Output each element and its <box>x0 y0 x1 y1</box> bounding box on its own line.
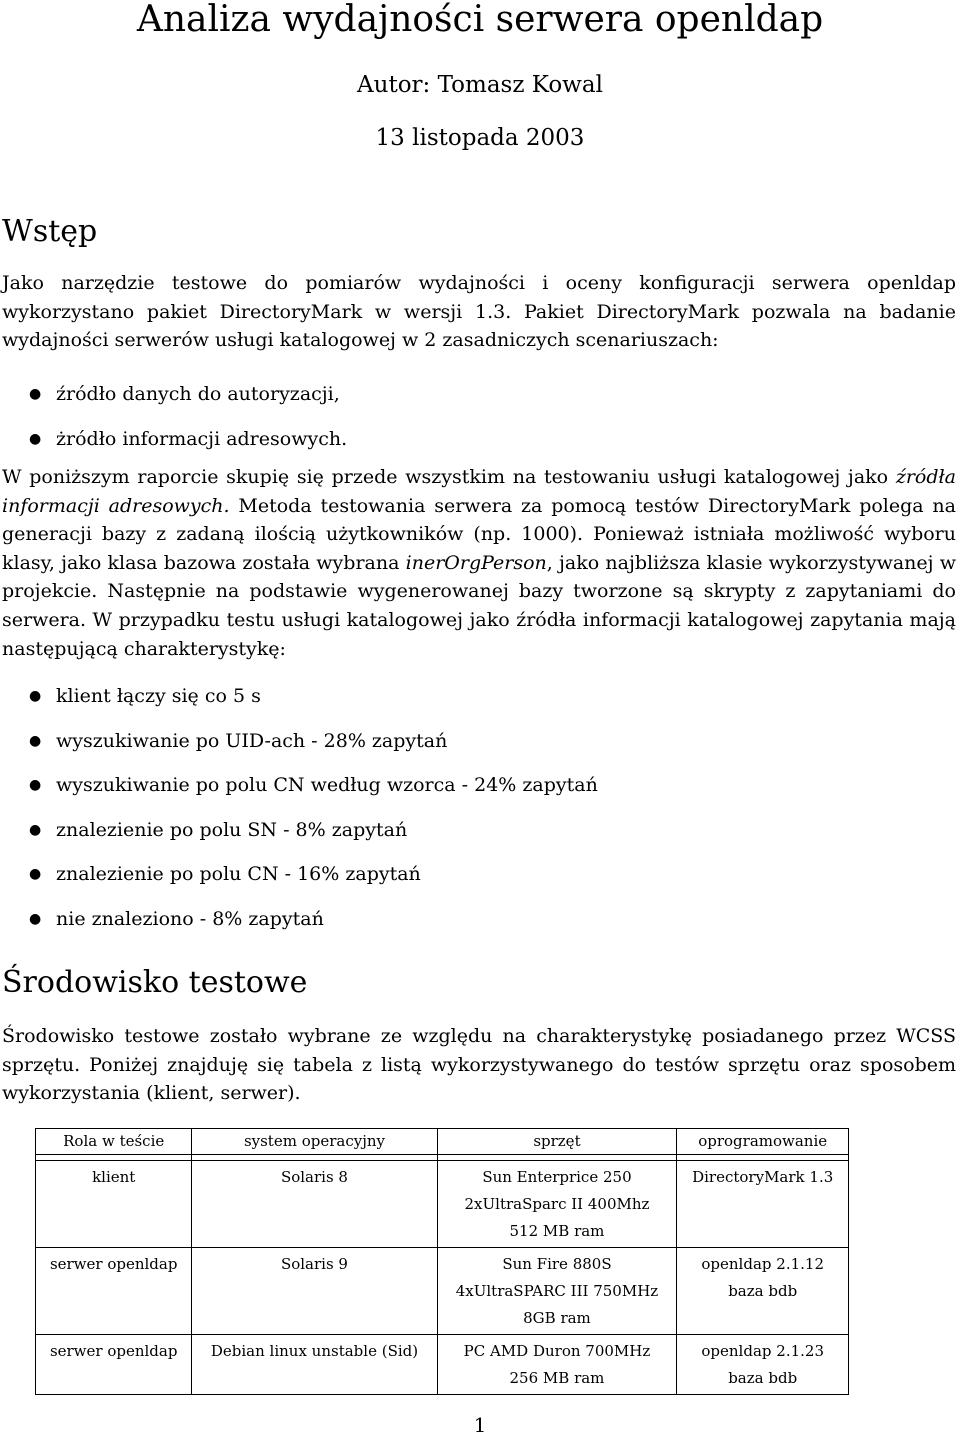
table-header-hardware: sprzęt <box>437 1129 677 1155</box>
table-header-role: Rola w teście <box>36 1129 192 1155</box>
emphasis-source: źródła informacji adresowych. <box>2 466 956 517</box>
table-row <box>36 1335 849 1395</box>
bullet-icon: ● <box>29 866 42 883</box>
list-item: ● znalezienie po polu CN - 16% zapytań <box>2 852 598 897</box>
bullet-icon: ● <box>29 821 42 838</box>
cell-role: klient <box>36 1161 192 1248</box>
environment-paragraph: Środowisko testowe zostało wybrane ze względu na charakterystykę posiadanego przez WCSS sprzętu. Poniżej znajduję się tabela z listą wykorzystywanego do testów sprzętu oraz sposobem wykorzystania (klient, serwer). <box>2 1025 956 1105</box>
list-item: ● znalezienie po polu SN - 8% zapytań <box>2 808 598 853</box>
document-author: Autor: Tomasz Kowal <box>357 72 603 98</box>
list-item: ● klient łączy się co 5 s <box>2 674 598 719</box>
scenario-list <box>2 372 347 462</box>
page-number: 1 <box>473 1413 487 1437</box>
bullet-icon: ● <box>29 777 42 794</box>
cell-role: serwer openldap <box>36 1248 192 1335</box>
cell-os: Solaris 9 <box>192 1248 437 1335</box>
bullet-icon: ● <box>29 431 42 447</box>
bullet-icon: ● <box>29 688 42 704</box>
cell-hardware: Sun Enterprice 250 2xUltraSparc II 400Mhz 512 MB ram <box>437 1161 677 1248</box>
intro-paragraph-2: W poniższym raporcie skupię się przede wszystkim na testowaniu usługi katalogowej jako źródła informacji adresowych. Metoda testowania serwera za pomocą testów DirectoryMark polega na generacji bazy z zadaną ilością użytkowników (np. 1000). Ponieważ istniała możliwość wyboru klasy, jako klasa bazowa została wybrana inerOrgPerson, jako najbliższa klasie wykorzystywanej w projekcie. Następnie na podstawie wygenerowanej bazy tworzone są skrypty z zapytaniami do serwera. W przypadku testu usługi katalogowej jako źródła informacji katalogowej zapytania mają następującą charakterystykę: <box>2 466 957 660</box>
cell-hardware: PC AMD Duron 700MHz 256 MB ram <box>437 1335 677 1395</box>
query-characteristics-list <box>2 674 598 942</box>
table-row <box>36 1161 849 1248</box>
table-header-os: system operacyjny <box>192 1129 437 1155</box>
section-heading-intro: Wstęp <box>2 214 98 249</box>
list-item: ● żródło informacji adresowych. <box>2 417 347 462</box>
intro-paragraph-1: Jako narzędzie testowe do pomiarów wydajności i oceny konfiguracji serwera openldap wykorzystano pakiet DirectoryMark w wersji 1.3. Pakiet DirectoryMark pozwala na badanie wydajności serwerów usługi katalogowej w 2 zasadniczych scenariuszach: <box>2 272 956 352</box>
table-header-software: oprogramowanie <box>677 1129 849 1155</box>
cell-software: openldap 2.1.23 baza bdb <box>677 1335 849 1395</box>
list-item: ● wyszukiwanie po UID-ach - 28% zapytań <box>2 719 598 764</box>
bullet-icon: ● <box>29 910 42 927</box>
list-item: ● nie znaleziono - 8% zapytań <box>2 897 598 942</box>
bullet-icon: ● <box>29 732 42 749</box>
table-row <box>36 1248 849 1335</box>
cell-os: Solaris 8 <box>192 1161 437 1248</box>
cell-os: Debian linux unstable (Sid) <box>192 1335 437 1395</box>
cell-role: serwer openldap <box>36 1335 192 1395</box>
bullet-icon: ● <box>29 386 42 402</box>
document-date: 13 listopada 2003 <box>375 125 585 151</box>
list-item: ● źródło danych do autoryzacji, <box>2 372 347 417</box>
hardware-table <box>35 1128 849 1395</box>
section-heading-environment: Środowisko testowe <box>2 965 308 1000</box>
cell-software: openldap 2.1.12 baza bdb <box>677 1248 849 1335</box>
cell-hardware: Sun Fire 880S 4xUltraSPARC III 750MHz 8GB ram <box>437 1248 677 1335</box>
list-item: ● wyszukiwanie po polu CN według wzorca - 24% zapytań <box>2 763 598 808</box>
emphasis-class-name: inerOrgPerson <box>405 551 547 574</box>
cell-software: DirectoryMark 1.3 <box>677 1161 849 1248</box>
document-title: Analiza wydajności serwera openldap <box>136 0 824 40</box>
